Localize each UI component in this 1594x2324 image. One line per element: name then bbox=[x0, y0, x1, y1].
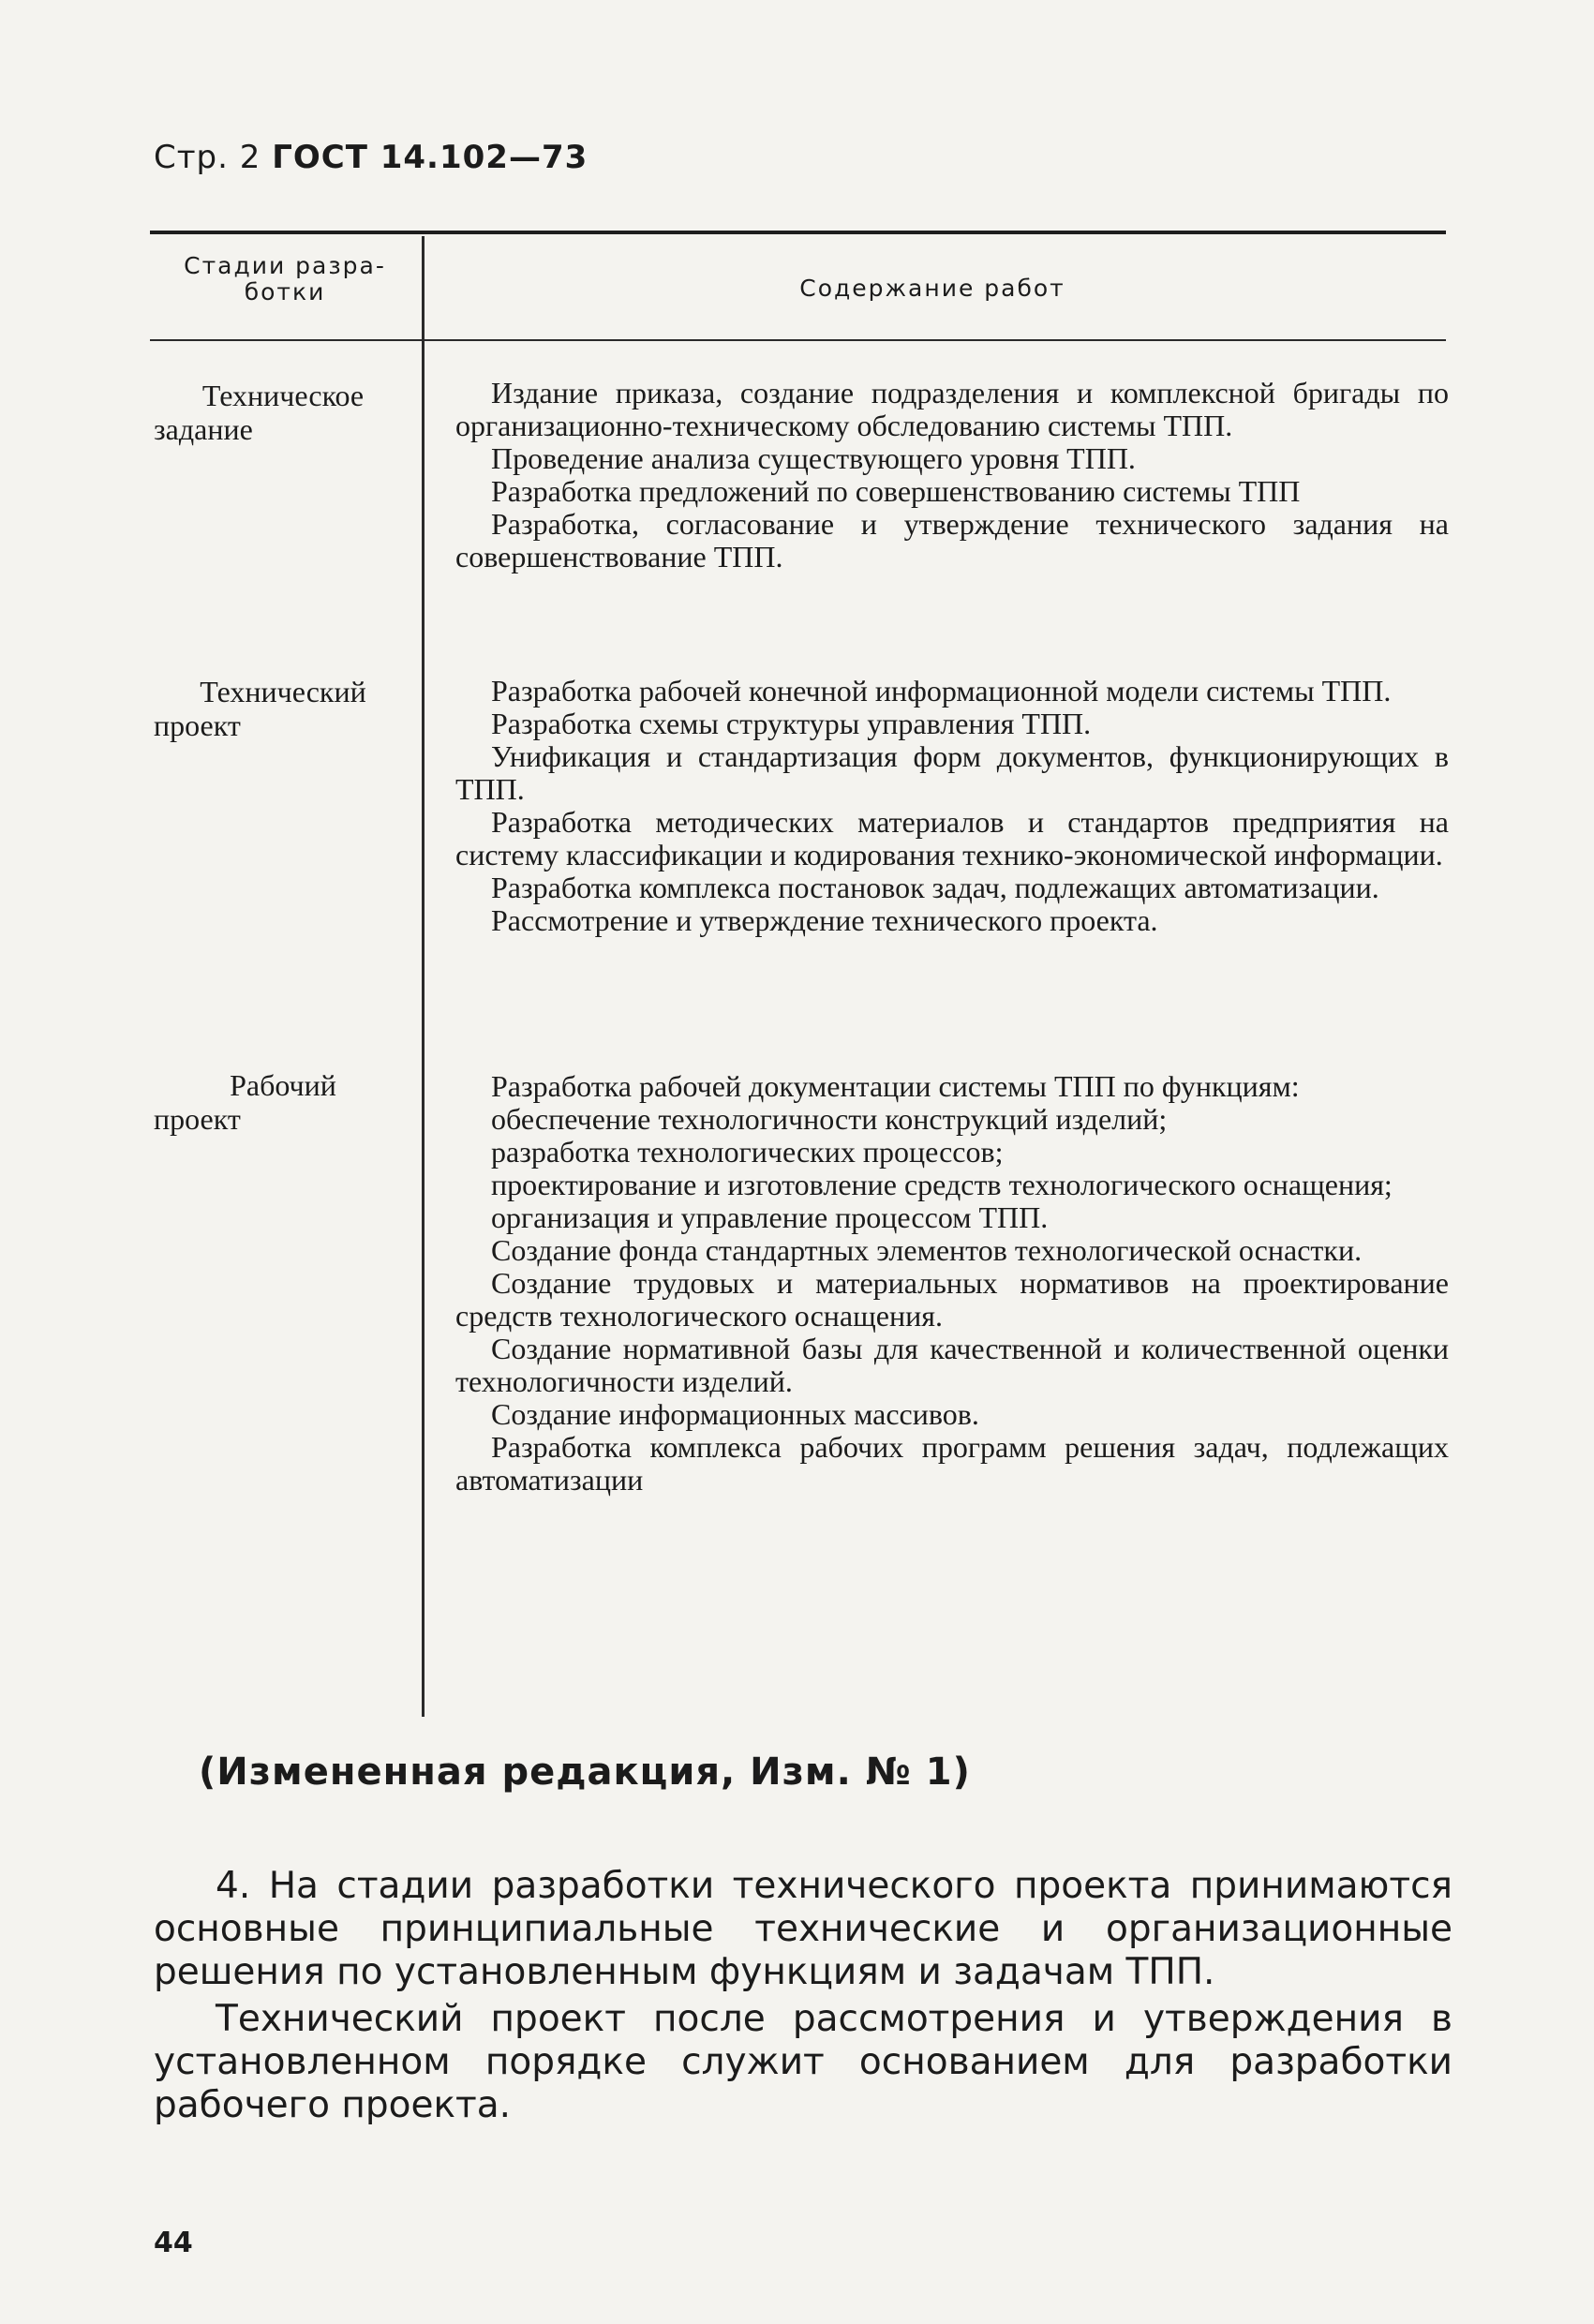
work-item: проектирование и изготовление средств технологического оснащения; bbox=[491, 1168, 1393, 1201]
stage-content-technical-assignment bbox=[455, 377, 1449, 574]
work-item: Разработка комплекса рабочих программ решения задач, подлежащих автоматизации bbox=[455, 1430, 1449, 1497]
paragraph: Технический проект после рассмотрения и утверждения в установленном порядке служит основанием для разработки рабочего проекта. bbox=[154, 1998, 1452, 2126]
stage-label-line2: проект bbox=[154, 708, 241, 742]
stage-label-line2: задание bbox=[154, 412, 253, 446]
column-header-content: Содержание работ bbox=[799, 275, 1065, 302]
work-item: организация и управление процессом ТПП. bbox=[491, 1200, 1049, 1234]
revision-note: (Измененная редакция, Изм. № 1) bbox=[199, 1750, 971, 1794]
work-item: обеспечение технологичности конструкций изделий; bbox=[491, 1102, 1168, 1136]
work-item: Создание информационных массивов. bbox=[491, 1397, 979, 1431]
work-item: Создание трудовых и материальных нормативов на проектирование средств технологического оснащения. bbox=[455, 1266, 1449, 1333]
work-item: Разработка, согласование и утверждение технического задания на совершенствование ТПП. bbox=[455, 507, 1449, 574]
work-item: Создание фонда стандартных элементов технологической оснастки. bbox=[491, 1233, 1363, 1267]
stage-label-line1: Техническое bbox=[201, 379, 365, 412]
page-number: 44 bbox=[154, 2227, 193, 2259]
stage-label-line2: проект bbox=[154, 1102, 241, 1136]
stage-content-working-project bbox=[455, 1070, 1449, 1497]
table-column-divider bbox=[422, 236, 425, 1717]
work-item: Разработка рабочей конечной информационной модели системы ТПП. bbox=[491, 674, 1392, 708]
table-header-rule bbox=[150, 339, 1446, 341]
page-prefix: Стр. 2 bbox=[154, 139, 261, 176]
work-item: Разработка предложений по совершенствованию системы ТПП bbox=[491, 474, 1301, 508]
column-header-stage bbox=[154, 253, 416, 305]
work-item: Унификация и стандартизация форм документов, функционирующих в ТПП. bbox=[455, 739, 1449, 806]
table-top-rule bbox=[150, 231, 1446, 234]
paragraph: 4. На стадии разработки технического проекта принимаются основные принципиальные технические и организационные решения по установленным функциям и задачам ТПП. bbox=[154, 1865, 1452, 1993]
standard-code: ГОСТ 14.102—73 bbox=[272, 139, 588, 176]
work-item: Рассмотрение и утверждение технического проекта. bbox=[491, 903, 1158, 937]
body-text bbox=[154, 1865, 1452, 2131]
stage-working-project bbox=[154, 1068, 412, 1136]
stage-technical-assignment bbox=[154, 379, 412, 446]
column-header-stage-line2: ботки bbox=[244, 278, 326, 305]
stage-label-line1: Технический bbox=[200, 675, 366, 708]
page-header bbox=[154, 139, 588, 176]
stage-content-technical-project bbox=[455, 675, 1449, 937]
work-item: Проведение анализа существующего уровня ТПП. bbox=[491, 441, 1136, 475]
column-header-stage-line1: Стадии разра- bbox=[184, 252, 386, 279]
work-item: разработка технологических процессов; bbox=[491, 1135, 1004, 1169]
work-item: Разработка комплекса постановок задач, подлежащих автоматизации. bbox=[491, 871, 1379, 904]
work-item: Создание нормативной базы для качественной и количественной оценки технологичности изделий. bbox=[455, 1332, 1449, 1398]
stage-technical-project bbox=[154, 675, 412, 742]
work-item: Разработка методических материалов и стандартов предприятия на систему классификации и кодирования технико-экономической информации. bbox=[455, 805, 1449, 872]
work-item: Разработка схемы структуры управления ТПП. bbox=[491, 707, 1092, 740]
stage-label-line1: Рабочий bbox=[230, 1068, 336, 1102]
work-item: Разработка рабочей документации системы ТПП по функциям: bbox=[491, 1069, 1300, 1103]
work-item: Издание приказа, создание подразделения и комплексной бригады по организационно-техническому обследованию системы ТПП. bbox=[455, 376, 1449, 442]
